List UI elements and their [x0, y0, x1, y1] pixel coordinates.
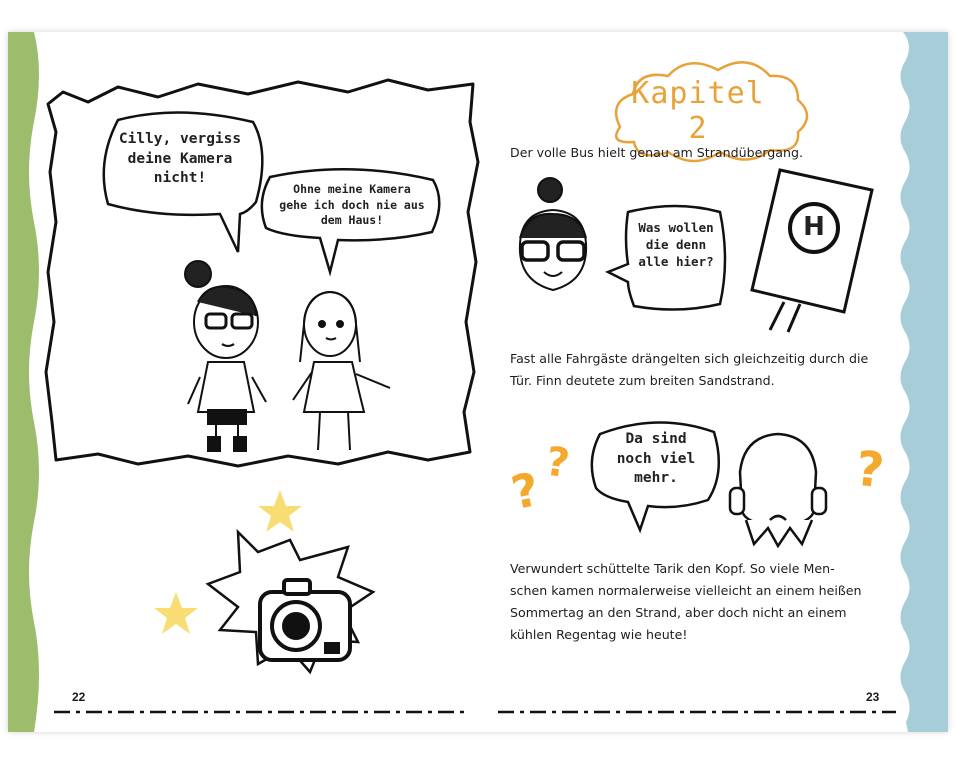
friend-figure [293, 292, 390, 450]
bubble-boy-text: Da sind noch viel mehr. [616, 431, 696, 487]
bubble-girl-text: Was wollen die denn alle hier? [638, 220, 714, 269]
paragraph-1: Der volle Bus hielt genau am Strandübergang. [510, 145, 803, 160]
cilly-figure [185, 261, 266, 451]
right-blue-border [900, 32, 948, 732]
star-left [154, 592, 198, 634]
bubble2-text: Ohne meine Kamera gehe ich doch nie aus dem Haus! [279, 182, 425, 228]
question-mark-3: ? [853, 440, 887, 500]
boy-head [730, 434, 826, 546]
question-mark-1: ? [506, 461, 545, 521]
left-green-border [8, 32, 39, 732]
paragraph-2 [510, 348, 868, 392]
page-number-right: 23 [866, 690, 880, 704]
bubble1-text: Cilly, vergiss deine Kamera nicht! [118, 131, 242, 187]
paragraph-2-line-2: Tür. Finn deutete zum breiten Sandstrand. [510, 373, 775, 388]
book-spread [8, 32, 948, 732]
bus-stop-sign [752, 170, 872, 332]
question-mark-2: ? [542, 438, 573, 488]
girl-head [520, 178, 586, 290]
chapter-title: Kapitel 2 [631, 76, 765, 146]
star-top [258, 490, 302, 532]
paragraph-3 [510, 558, 862, 646]
camera-drawing [260, 580, 350, 660]
paragraph-2-line-1: Fast alle Fahrgäste drängelten sich gleichzeitig durch die [510, 351, 869, 366]
paragraph-3-line-2: schen kamen normalerweise vielleicht an einem heißen [510, 583, 862, 598]
bus-stop-letter: H [803, 212, 825, 242]
paragraph-3-line-1: Verwundert schüttelte Tarik den Kopf. So viele Men- [510, 561, 835, 576]
paragraph-3-line-4: kühlen Regentag wie heute! [510, 627, 688, 642]
paragraph-3-line-3: Sommertag an den Strand, aber doch nicht an einem [510, 605, 847, 620]
page-number-left: 22 [72, 690, 86, 704]
